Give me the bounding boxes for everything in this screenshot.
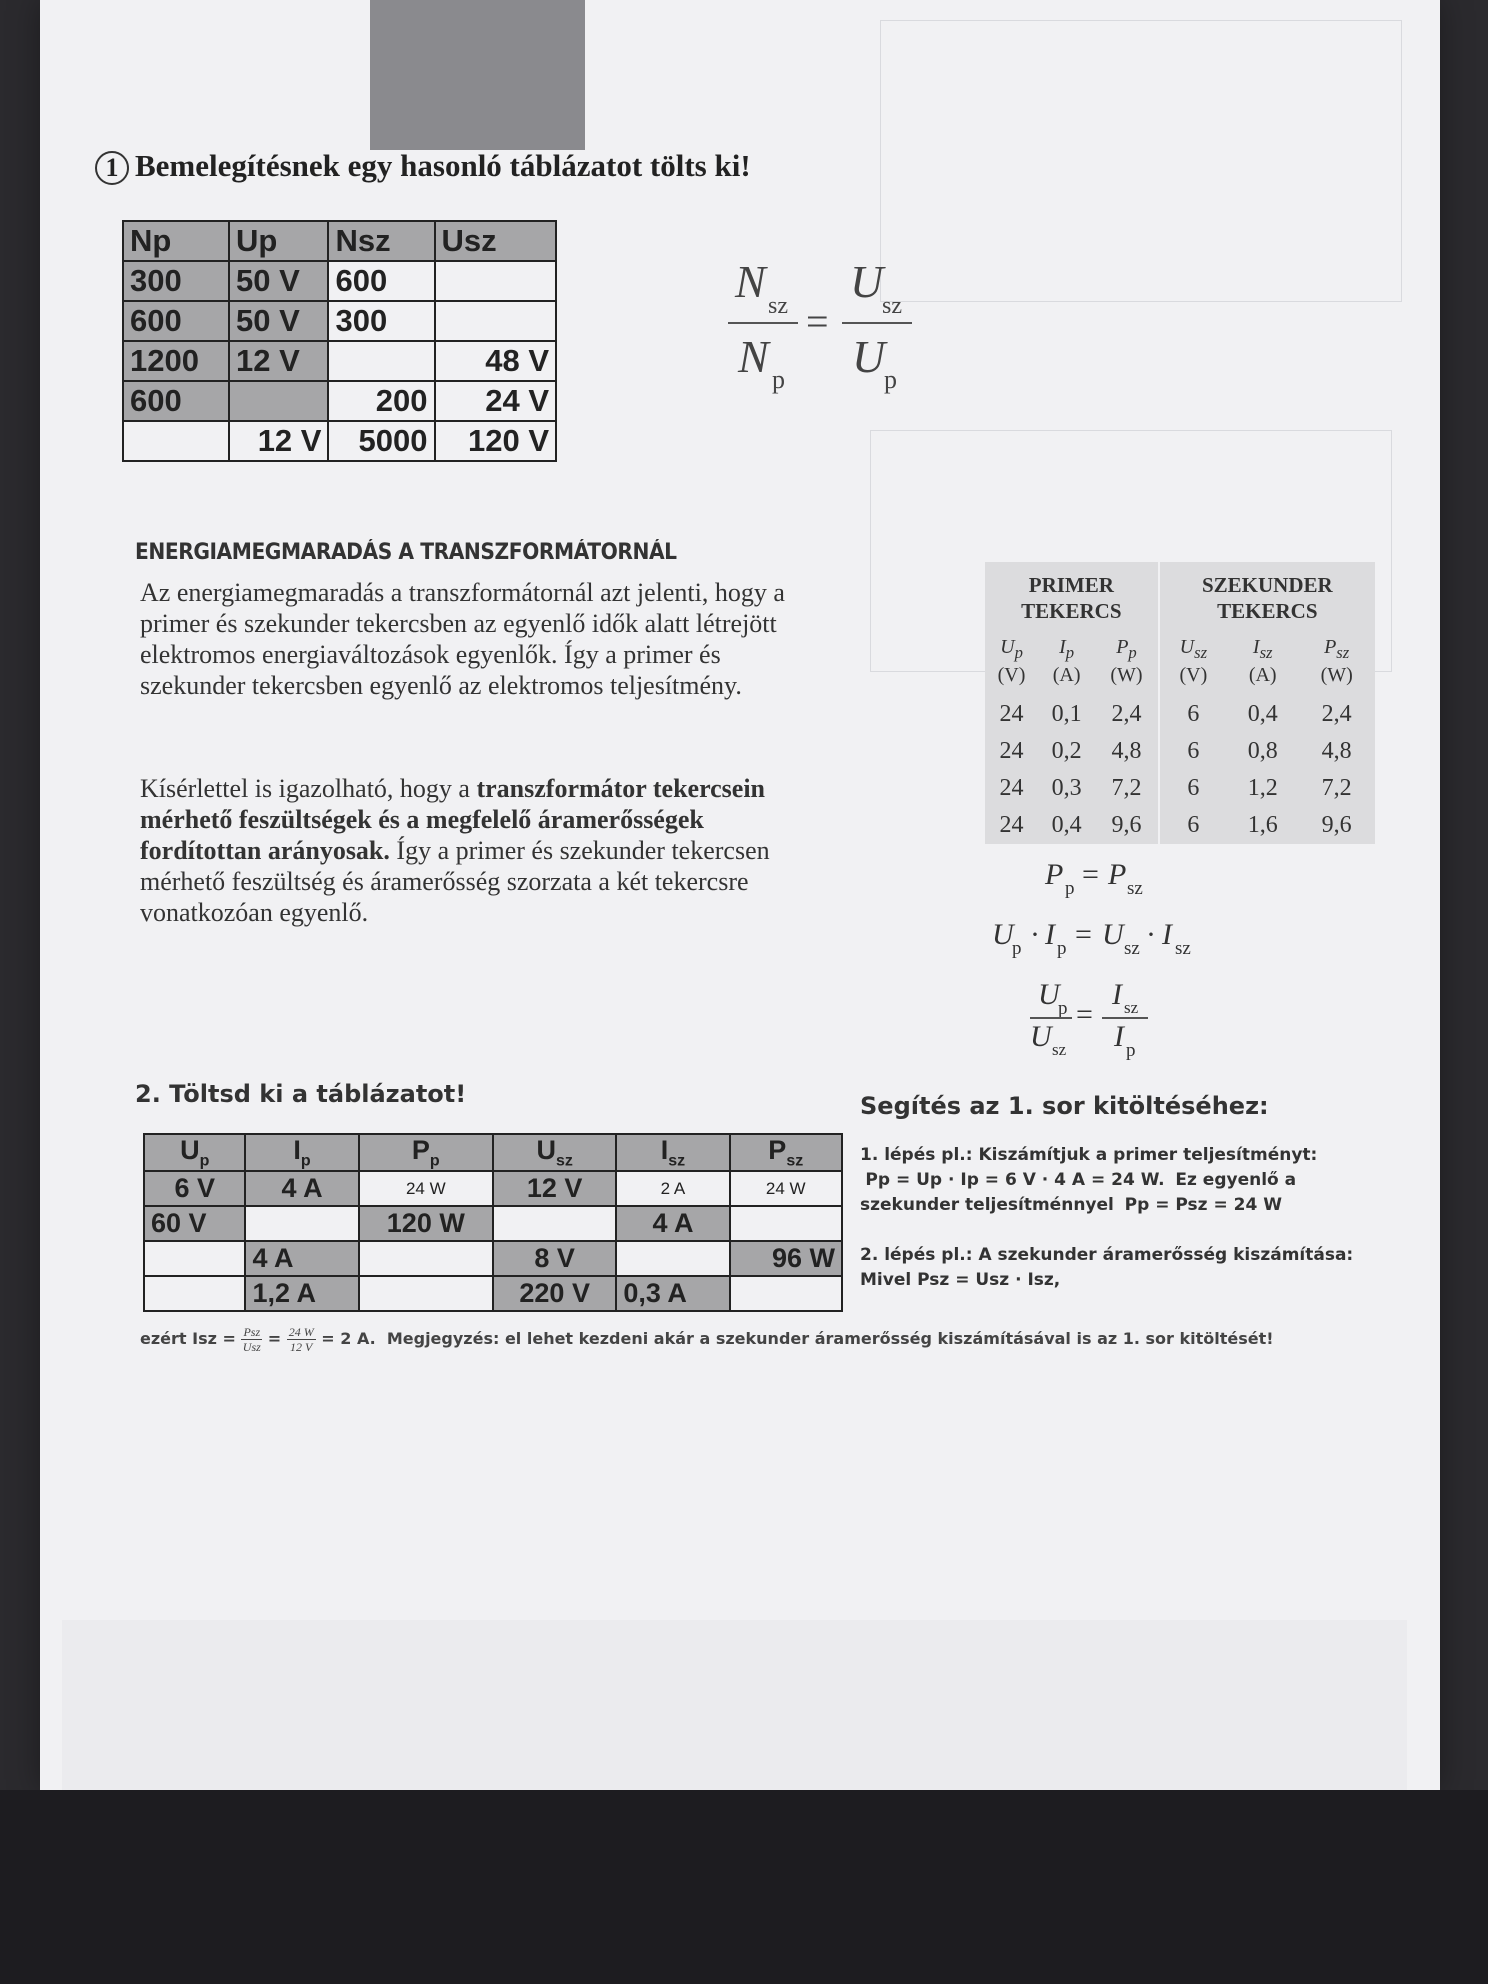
cell: 9,6 bbox=[1321, 812, 1352, 838]
dark-background bbox=[0, 1790, 1488, 1984]
group-header-primer: PRIMER TEKERCS bbox=[1021, 573, 1122, 623]
fraction: $\frac{24 W}{12 V}$ bbox=[288, 1325, 314, 1354]
formula-n-p-sub: p bbox=[772, 365, 785, 394]
show-through-table-shadow bbox=[370, 0, 585, 150]
cell: 200 bbox=[328, 381, 434, 421]
eq-subscript: sz bbox=[1175, 938, 1191, 959]
help-title: Segítés az 1. sor kitöltéséhez: bbox=[860, 1092, 1269, 1120]
cell: 24 bbox=[999, 775, 1024, 801]
cell: 0,3 bbox=[1051, 775, 1082, 801]
eq-symbol: P bbox=[1045, 858, 1064, 891]
cell: 4,8 bbox=[1111, 738, 1142, 764]
group-header-szekunder: SZEKUNDER TEKERCS bbox=[1159, 562, 1375, 630]
eq-symbol: U bbox=[1102, 918, 1124, 951]
eq-subscript: p bbox=[1065, 878, 1075, 899]
cell bbox=[359, 1276, 493, 1311]
cell: 60 V bbox=[144, 1206, 245, 1241]
header-cell: $P_p$ bbox=[359, 1134, 493, 1171]
fraction: Psz Usz bbox=[242, 1325, 261, 1354]
step2-label: 2. lépés pl.: A szekunder áramerősség kiszámítása: bbox=[860, 1245, 1354, 1265]
eq-symbol: I bbox=[1114, 1020, 1124, 1053]
note-text: Megjegyzés: el lehet kezdeni akár a szekunder áramerősség kiszámításával is az 1. sor kitöltését! bbox=[386, 1329, 1274, 1348]
table-row bbox=[144, 1171, 842, 1206]
eq-symbol: U bbox=[1038, 978, 1060, 1011]
paragraph-text: Kísérlettel is igazolható, hogy a bbox=[140, 774, 477, 803]
sub-header: $I_p$ (A) bbox=[1052, 636, 1081, 686]
cell bbox=[144, 1276, 245, 1311]
cell: 120 W bbox=[359, 1206, 493, 1241]
cell: 7,2 bbox=[1111, 775, 1142, 801]
paper-lower-area bbox=[62, 1620, 1407, 1790]
cell: 6 bbox=[1159, 807, 1227, 844]
cell: 2,4 bbox=[1321, 701, 1352, 727]
formula-n-sz: N bbox=[735, 256, 766, 307]
cell: 600 bbox=[328, 261, 434, 301]
cell: 48 V bbox=[435, 341, 556, 381]
exercise2-table bbox=[143, 1133, 843, 1312]
exercise1-heading bbox=[95, 148, 751, 185]
note-prefix: ezért Isz = bbox=[140, 1329, 236, 1348]
formula-u-sz: U bbox=[850, 256, 884, 307]
cell bbox=[144, 1241, 245, 1276]
exercise1-number: 1 bbox=[95, 151, 129, 185]
cell: 0,4 bbox=[1247, 701, 1278, 727]
step1-rest: Ez egyenlő a szekunder teljesítménnyel bbox=[860, 1170, 1297, 1215]
cell: 2,4 bbox=[1111, 701, 1142, 727]
eq-subscript: sz bbox=[1127, 878, 1143, 899]
cell: 0,8 bbox=[1247, 738, 1278, 764]
eq-subscript: p bbox=[1012, 938, 1022, 959]
fraction-line bbox=[842, 322, 912, 324]
cell: 9,6 bbox=[1111, 812, 1142, 838]
eq-subscript: p bbox=[1057, 938, 1067, 959]
step1-formula: Pp = Up · Ip = 6 V · 4 A = 24 W. bbox=[865, 1170, 1165, 1190]
help-step1 bbox=[860, 1143, 1380, 1218]
header-cell: $U_p$ bbox=[144, 1134, 245, 1171]
header-cell: $I_p$ bbox=[245, 1134, 358, 1171]
cell: 24 bbox=[999, 701, 1024, 727]
eq-equals: = bbox=[1076, 998, 1093, 1031]
table-row bbox=[123, 421, 556, 461]
step1-eq: Pp = Psz = 24 W bbox=[1124, 1195, 1282, 1215]
table-row bbox=[144, 1206, 842, 1241]
eq-symbol: I bbox=[1045, 918, 1055, 951]
cell: 12 V bbox=[229, 421, 328, 461]
cell: 300 bbox=[328, 301, 434, 341]
cell: 6 bbox=[1159, 733, 1227, 770]
eq-symbol: U bbox=[992, 918, 1014, 951]
cell: 0,1 bbox=[1051, 701, 1082, 727]
cell: 6 bbox=[1159, 770, 1227, 807]
cell: 600 bbox=[123, 301, 229, 341]
cell bbox=[435, 261, 556, 301]
header-cell: $I_{sz}$ bbox=[616, 1134, 729, 1171]
theory-paragraph-2 bbox=[140, 773, 790, 928]
cell bbox=[730, 1206, 842, 1241]
eq-subscript: sz bbox=[1052, 1040, 1067, 1059]
eq-dot: · bbox=[1146, 918, 1156, 951]
eq-symbol: U bbox=[1030, 1020, 1052, 1053]
cell: 1200 bbox=[123, 341, 229, 381]
table-row bbox=[123, 381, 556, 421]
sub-header: $U_{sz}$ (V) bbox=[1159, 630, 1227, 696]
cell: 220 V bbox=[493, 1276, 616, 1311]
cell: 1,6 bbox=[1247, 812, 1278, 838]
table-row bbox=[123, 301, 556, 341]
eq-subscript: sz bbox=[1124, 938, 1140, 959]
cell: 6 V bbox=[144, 1171, 245, 1206]
header-up: Up bbox=[229, 221, 328, 261]
formula-u-sz-sub: sz bbox=[882, 293, 902, 319]
section-title: ENERGIAMEGMARADÁS A TRANSZFORMÁTORNÁL bbox=[135, 540, 677, 565]
cell bbox=[493, 1206, 616, 1241]
eq-symbol: P bbox=[1108, 858, 1127, 891]
eq-subscript: p bbox=[1126, 1040, 1136, 1061]
cell: 4,8 bbox=[1321, 738, 1352, 764]
cell: 24 W bbox=[359, 1171, 493, 1206]
cell bbox=[229, 381, 328, 421]
cell bbox=[328, 341, 434, 381]
paragraph-bold-text: transzformátor tekercsein mérhető feszültségek és a megfelelő áramerősségek fordítottan arányosak. bbox=[140, 774, 766, 865]
note-result: = 2 A. bbox=[321, 1329, 376, 1348]
exercise1-title: Bemelegítésnek egy hasonló táblázatot tölts ki! bbox=[135, 148, 751, 183]
header-cell: $U_{sz}$ bbox=[493, 1134, 616, 1171]
header-np: Np bbox=[123, 221, 229, 261]
fraction-line bbox=[1102, 1017, 1148, 1019]
header-nsz: Nsz bbox=[328, 221, 434, 261]
cell: 96 W bbox=[730, 1241, 842, 1276]
header-usz: Usz bbox=[435, 221, 556, 261]
cell: 120 V bbox=[435, 421, 556, 461]
cell: 8 V bbox=[493, 1241, 616, 1276]
eq-dot: · bbox=[1030, 918, 1040, 951]
cell bbox=[730, 1276, 842, 1311]
cell: 0,4 bbox=[1051, 812, 1082, 838]
cell: 4 A bbox=[245, 1171, 358, 1206]
cell: 1,2 A bbox=[245, 1276, 358, 1311]
table-header-row bbox=[144, 1134, 842, 1171]
cell: 24 V bbox=[435, 381, 556, 421]
eq-subscript: p bbox=[1058, 998, 1068, 1019]
eq-equals: = bbox=[1082, 858, 1099, 891]
table-row bbox=[123, 341, 556, 381]
sub-header: $P_{sz}$ (W) bbox=[1320, 636, 1353, 686]
help-step2 bbox=[860, 1243, 1380, 1293]
cell bbox=[359, 1241, 493, 1276]
cell bbox=[123, 421, 229, 461]
cell: 50 V bbox=[229, 301, 328, 341]
cell: 300 bbox=[123, 261, 229, 301]
cell bbox=[245, 1206, 358, 1241]
formula-u-p-sub: p bbox=[884, 365, 897, 394]
sub-header: $P_p$ (W) bbox=[1110, 636, 1143, 686]
theory-paragraph-1: Az energiamegmaradás a transzformátornál azt jelenti, hogy a primer és szekunder tekercsben az egyenlő idők alatt létrejött elektromos energiaváltozások egyenlők. Így a primer és szekunder tekercsben egyenlő az elektromos teljesítmény. bbox=[140, 578, 785, 700]
table-row bbox=[123, 261, 556, 301]
cell: 24 bbox=[999, 812, 1024, 838]
table-row bbox=[144, 1241, 842, 1276]
fraction-line bbox=[1030, 1017, 1072, 1019]
table-row bbox=[985, 696, 1375, 733]
cell: 12 V bbox=[229, 341, 328, 381]
cell bbox=[435, 301, 556, 341]
fraction-line bbox=[728, 322, 798, 324]
exercise1-table bbox=[122, 220, 557, 462]
table-row bbox=[985, 807, 1375, 844]
cell: 1,2 bbox=[1247, 775, 1278, 801]
table-header-row bbox=[123, 221, 556, 261]
cell: 50 V bbox=[229, 261, 328, 301]
cell: 7,2 bbox=[1321, 775, 1352, 801]
cell: 0,3 A bbox=[616, 1276, 729, 1311]
cell: 5000 bbox=[328, 421, 434, 461]
cell: 12 V bbox=[493, 1171, 616, 1206]
cell: 2 A bbox=[616, 1171, 729, 1206]
step2-formula: Mivel Psz = Usz · Isz, bbox=[860, 1270, 1061, 1290]
eq-subscript: sz bbox=[1124, 998, 1139, 1017]
cell: 0,2 bbox=[1051, 738, 1082, 764]
cell: 6 bbox=[1159, 696, 1227, 733]
cell: 24 W bbox=[730, 1171, 842, 1206]
exercise2-title: 2. Töltsd ki a táblázatot! bbox=[135, 1080, 467, 1108]
header-cell: $P_{sz}$ bbox=[730, 1134, 842, 1171]
cell: 4 A bbox=[616, 1206, 729, 1241]
table-row bbox=[144, 1276, 842, 1311]
cell bbox=[616, 1241, 729, 1276]
formula-u-p: U bbox=[852, 331, 886, 382]
cell: 600 bbox=[123, 381, 229, 421]
help-note: ezért Isz = Psz Usz = $\frac{24 W}{12 V}$ = 2 A. Megjegyzés: el lehet kezdeni akár a szekunder áramerősség kiszámításával is az 1. sor kitöltését! bbox=[140, 1325, 1274, 1354]
formula-equals: = bbox=[806, 299, 829, 344]
show-through-grid-top bbox=[880, 20, 1402, 302]
table-row bbox=[985, 770, 1375, 807]
measurement-table bbox=[985, 562, 1375, 844]
eq-equals: = bbox=[1075, 918, 1092, 951]
cell: 4 A bbox=[245, 1241, 358, 1276]
sub-header-row bbox=[985, 630, 1375, 696]
step1-label: 1. lépés pl.: Kiszámítjuk a primer teljesítményt: bbox=[860, 1145, 1318, 1165]
table-row bbox=[985, 733, 1375, 770]
sub-header: $I_{sz}$ (A) bbox=[1248, 636, 1277, 686]
paragraph-text: Így a primer és szekunder tekercsen mérhető feszültség és áramerősség szorzata a két tekercsre vonatkozóan egyenlő. bbox=[140, 836, 770, 927]
eq-symbol: I bbox=[1162, 918, 1172, 951]
cell: 24 bbox=[999, 738, 1024, 764]
formula-n-sz-sub: sz bbox=[768, 293, 788, 319]
sub-header: $U_p$ (V) bbox=[997, 636, 1026, 686]
eq-symbol: I bbox=[1112, 978, 1122, 1011]
formula-n-p: N bbox=[738, 331, 769, 382]
